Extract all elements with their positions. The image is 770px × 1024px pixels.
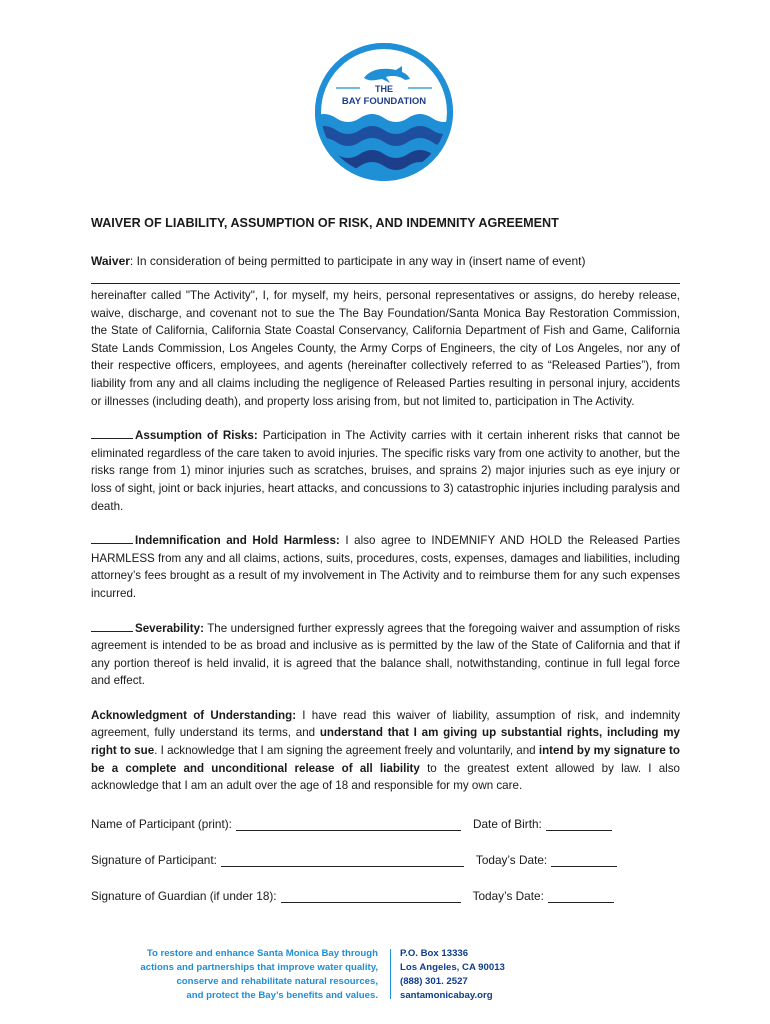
mission-line: To restore and enhance Santa Monica Bay through: [146, 948, 378, 959]
waves-icon: [312, 114, 456, 184]
waiver-intro-text: : In consideration of being permitted to participate in any way in (insert name of event): [129, 254, 586, 268]
release-paragraph: hereinafter called "The Activity", I, for myself, my heirs, personal representatives or assigns, do hereby release, waive, discharge, and covenant not to sue the The Bay Foundation/Santa Monica Bay Restoration Commission, the State of California, California State Coastal Conservancy, California Department of Fish and Game, California State Lands Commission, Los Angeles County, the Army Corps of Engineers, the city of Los Angeles, nor any of their respective officers, employees, and agents (hereinafter collectively referred to as “Released Parties”), from liability from any and all claims including the negligence of Released Parties resulting in personal injury, accidents or illnesses (including death), and property loss arising from, but not limited to, participation in The Activity.: [91, 289, 680, 408]
severability-label: Severability:: [135, 621, 204, 635]
participant-signature-label: Signature of Participant:: [91, 852, 217, 867]
document-title: WAIVER OF LIABILITY, ASSUMPTION OF RISK, AND INDEMNITY AGREEMENT: [91, 216, 559, 230]
participant-name-label: Name of Participant (print):: [91, 816, 232, 831]
mission-line: conserve and rehabilitate natural resources,: [176, 976, 378, 987]
participant-signature-field[interactable]: [221, 854, 464, 867]
event-name-line[interactable]: [91, 283, 680, 284]
website-link[interactable]: santamonicabay.org: [400, 990, 493, 1001]
date-of-birth-label: Date of Birth:: [472, 816, 542, 831]
waiver-intro: [91, 253, 680, 269]
guardian-signature-label: Signature of Guardian (if under 18):: [91, 888, 277, 903]
waiver-label: Waiver: [91, 254, 130, 268]
assumption-paragraph: [91, 427, 680, 515]
participant-date-label: Today’s Date:: [475, 852, 548, 867]
guardian-signature-field[interactable]: [281, 890, 461, 903]
acknowledgment-text-3: to the greatest extent allowed by law. I also acknowledge that I am an adult over the age of 18 and responsible for my own care.: [91, 761, 681, 793]
indemnification-label: Indemnification and Hold Harmless:: [135, 534, 340, 548]
acknowledgment-bold-2: intend by my signature to be a complete and unconditional release of all liability: [91, 744, 681, 775]
waiver-document: [91, 215, 680, 921]
acknowledgment-text-1: I have read this waiver of liability, assumption of risk, and indemnity agreement, fully understand its terms, and: [91, 708, 680, 740]
guardian-date-label: Today’s Date:: [472, 888, 544, 903]
signature-fields: [91, 813, 680, 903]
logo-line2: BAY FOUNDATION: [341, 96, 427, 107]
indemnification-text: I also agree to INDEMNIFY AND HOLD the Released Parties HARMLESS from any and all claims, actions, suits, procedures, costs, expenses, damages and liabilities, including attorney’s fees brought as a result of my involvement in The Activity and to reimburse them for any such expenses incurred.: [91, 534, 680, 600]
assumption-label: Assumption of Risks:: [135, 429, 258, 443]
mission-line: actions and partnerships that improve water quality,: [140, 962, 378, 973]
footer-divider: [390, 949, 391, 999]
contact-address: [400, 947, 505, 1003]
guardian-date-field[interactable]: [548, 890, 614, 903]
participant-signature-row: [91, 849, 680, 867]
acknowledgment-paragraph: [91, 707, 680, 795]
acknowledgment-text-2: . I acknowledge that I am signing the agreement freely and voluntarily, and: [154, 744, 539, 758]
participant-date-field[interactable]: [551, 854, 617, 867]
phone-number: (888) 301. 2527: [400, 976, 468, 987]
severability-text: The undersigned further expressly agrees that the foregoing waiver and assumption of risks agreement is intended to be as broad and inclusive as is permitted by the law of the State of California and that if any portion thereof is held invalid, it is agreed that the balance shall, notwithstanding, continue in full legal force and effect.: [91, 621, 680, 688]
mission-line: and protect the Bay’s benefits and values.: [186, 990, 378, 1001]
assumption-initial-blank[interactable]: [91, 429, 133, 439]
severability-paragraph: [91, 620, 680, 690]
address-line: P.O. Box 13336: [400, 948, 469, 959]
acknowledgment-bold-1: understand that I am giving up substantial rights, including my right to sue: [91, 726, 680, 758]
participant-name-field[interactable]: [236, 818, 461, 831]
acknowledgment-label: Acknowledgment of Understanding:: [91, 708, 297, 722]
severability-initial-blank[interactable]: [91, 622, 133, 632]
date-of-birth-field[interactable]: [546, 818, 612, 831]
indemnification-initial-blank[interactable]: [91, 534, 133, 544]
logo-line1: THE: [375, 84, 393, 94]
page-footer: [118, 947, 558, 1002]
assumption-text: Participation in The Activity carries with it certain inherent risks that cannot be eliminated regardless of the care taken to avoid injuries. The specific risks vary from one activity to another, but the risks range from 1) minor injuries such as scratches, bruises, and sprains 2) major injuries such as eye injury or loss of sight, joint or back injuries, heart attacks, and concussions to 3) catastrophic injuries including paralysis and death.: [91, 429, 681, 513]
indemnification-paragraph: [91, 532, 680, 602]
guardian-signature-row: [91, 885, 680, 903]
address-line: Los Angeles, CA 90013: [400, 962, 505, 973]
mission-statement: [118, 947, 378, 1003]
participant-name-row: [91, 813, 680, 831]
bay-foundation-logo: [312, 40, 456, 184]
